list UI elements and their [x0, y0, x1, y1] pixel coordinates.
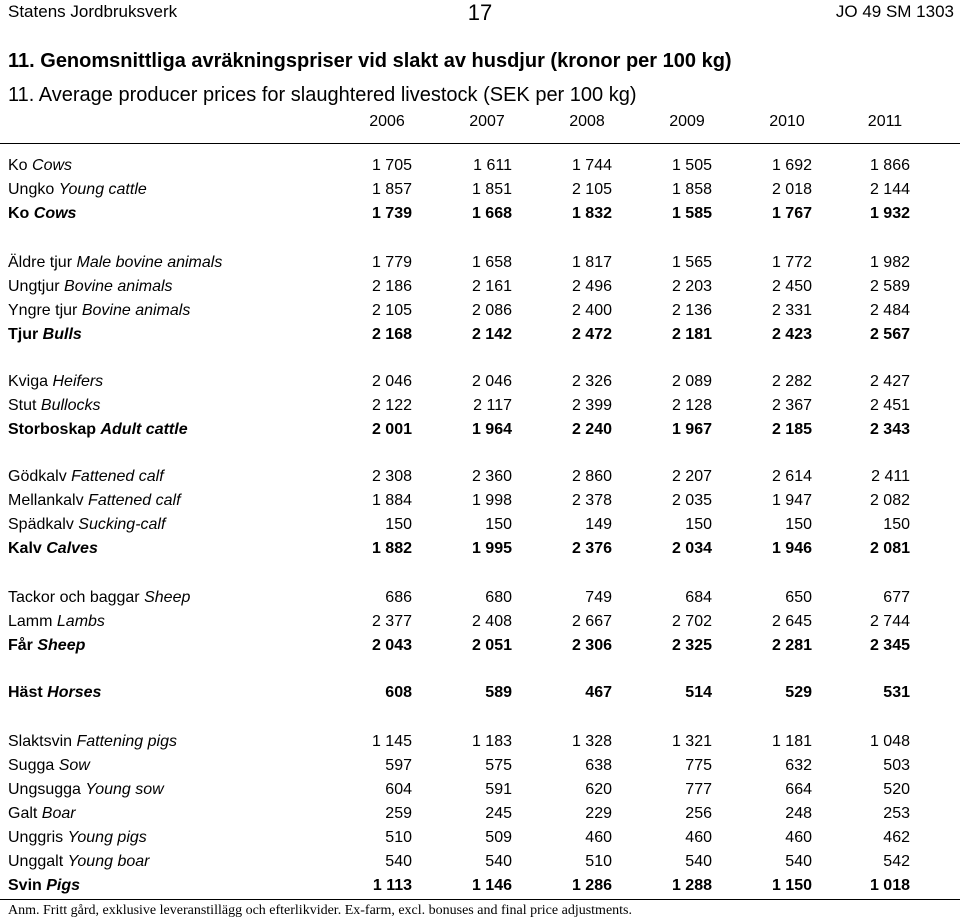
year-header: 2011 — [867, 113, 903, 130]
row-label — [8, 637, 85, 655]
table-cell: 2 089 — [671, 373, 712, 390]
row-label-english: Bovine animals — [64, 278, 173, 295]
table-cell: 2 325 — [671, 637, 712, 654]
row-label — [8, 373, 103, 391]
table-cell: 2 281 — [771, 637, 812, 654]
table-cell: 1 146 — [471, 877, 512, 894]
table-cell: 1 772 — [771, 254, 812, 271]
table-row — [0, 421, 960, 445]
table-row — [0, 805, 960, 829]
row-label — [8, 805, 76, 823]
table-cell: 1 998 — [471, 492, 512, 509]
table-cell: 2 567 — [869, 326, 910, 343]
row-label-swedish: Får — [8, 637, 33, 654]
table-cell: 1 858 — [671, 181, 712, 198]
table-cell: 620 — [585, 781, 612, 798]
row-label-english: Young sow — [85, 781, 164, 798]
table-cell: 777 — [685, 781, 712, 798]
table-cell: 2 411 — [871, 468, 910, 485]
row-label-english: Calves — [46, 540, 98, 557]
table-cell: 2 207 — [671, 468, 712, 485]
table-cell: 2 086 — [471, 302, 512, 319]
row-label-english: Sheep — [144, 589, 191, 606]
row-label-english: Cows — [32, 157, 73, 174]
row-label-swedish: Gödkalv — [8, 468, 67, 485]
year-header: 2008 — [569, 113, 605, 130]
row-label-swedish: Svin — [8, 877, 42, 894]
table-cell: 460 — [785, 829, 812, 846]
table-cell: 2 645 — [771, 613, 812, 630]
table-cell: 575 — [485, 757, 512, 774]
table-cell: 2 399 — [571, 397, 612, 414]
table-cell: 1 946 — [771, 540, 812, 557]
table-cell: 2 144 — [869, 181, 910, 198]
table-cell: 1 857 — [371, 181, 412, 198]
table-cell: 2 051 — [471, 637, 512, 654]
report-id: JO 49 SM 1303 — [835, 2, 954, 21]
footnote: Anm. Fritt gård, exklusive leveranstillägg och efterlikvider. Ex-farm, excl. bonuses and final price adjustments. — [8, 903, 632, 918]
table-cell: 2 142 — [471, 326, 512, 343]
row-label-english: Fattened calf — [88, 492, 181, 509]
table-cell: 2 450 — [771, 278, 812, 295]
table-row — [0, 757, 960, 781]
table-cell: 2 001 — [371, 421, 412, 438]
table-cell: 514 — [685, 684, 712, 701]
table-cell: 510 — [585, 853, 612, 870]
table-cell: 638 — [585, 757, 612, 774]
table-cell: 1 150 — [771, 877, 812, 894]
row-label-english: Sucking-calf — [78, 516, 166, 533]
table-cell: 1 964 — [471, 421, 512, 438]
table-row — [0, 157, 960, 181]
table-cell: 604 — [385, 781, 412, 798]
row-label — [8, 326, 82, 344]
table-cell: 1 565 — [671, 254, 712, 271]
table-cell: 591 — [485, 781, 512, 798]
row-label-english: Fattened calf — [71, 468, 164, 485]
table-cell: 1 884 — [371, 492, 412, 509]
table-cell: 460 — [585, 829, 612, 846]
table-cell: 2 282 — [771, 373, 812, 390]
row-label — [8, 589, 190, 607]
year-header: 2010 — [769, 113, 805, 130]
row-label-swedish: Äldre tjur — [8, 254, 73, 271]
table-cell: 2 345 — [869, 637, 910, 654]
table-row — [0, 397, 960, 421]
table-cell: 2 367 — [771, 397, 812, 414]
table-row — [0, 540, 960, 564]
row-label-english: Sheep — [37, 637, 86, 654]
row-label-english: Bullocks — [40, 397, 101, 414]
table-cell: 460 — [685, 829, 712, 846]
table-cell: 1 779 — [371, 254, 412, 271]
row-label-swedish: Mellankalv — [8, 492, 84, 509]
table-cell: 2 472 — [571, 326, 612, 343]
row-label-swedish: Unggris — [8, 829, 64, 846]
row-label — [8, 540, 98, 558]
table-row — [0, 613, 960, 637]
table-cell: 2 240 — [571, 421, 612, 438]
table-cell: 2 331 — [771, 302, 812, 319]
table-cell: 775 — [685, 757, 712, 774]
table-title-english: 11. Average producer prices for slaughtered livestock (SEK per 100 kg) — [8, 84, 637, 106]
table-cell: 2 667 — [571, 613, 612, 630]
table-cell: 2 744 — [869, 613, 910, 630]
table-cell: 520 — [883, 781, 910, 798]
table-cell: 680 — [485, 589, 512, 606]
table-cell: 2 306 — [571, 637, 612, 654]
table-cell: 256 — [685, 805, 712, 822]
row-label-english: Male bovine animals — [76, 254, 223, 271]
table-cell: 540 — [785, 853, 812, 870]
table-cell: 245 — [485, 805, 512, 822]
table-row — [0, 684, 960, 708]
table-cell: 1 018 — [869, 877, 910, 894]
table-cell: 2 378 — [571, 492, 612, 509]
table-cell: 2 122 — [371, 397, 412, 414]
table-row — [0, 637, 960, 661]
row-label-english: Pigs — [46, 877, 81, 894]
table-cell: 462 — [883, 829, 910, 846]
table-cell: 259 — [385, 805, 412, 822]
table-cell: 2 046 — [371, 373, 412, 390]
year-header: 2006 — [369, 113, 405, 130]
year-header: 2007 — [469, 113, 505, 130]
row-label — [8, 254, 222, 272]
table-row — [0, 781, 960, 805]
table-cell: 510 — [385, 829, 412, 846]
row-label-swedish: Galt — [8, 805, 38, 822]
row-label-english: Bovine animals — [81, 302, 191, 319]
table-cell: 149 — [585, 516, 612, 533]
table-cell: 1 183 — [471, 733, 512, 750]
table-title-swedish: 11. Genomsnittliga avräkningspriser vid slakt av husdjur (kronor per 100 kg) — [8, 50, 732, 72]
table-cell: 2 128 — [671, 397, 712, 414]
row-label-english: Fattening pigs — [76, 733, 177, 750]
row-label — [8, 853, 149, 871]
row-label-swedish: Lamm — [8, 613, 53, 630]
table-cell: 2 168 — [371, 326, 412, 343]
table-cell: 1 744 — [571, 157, 612, 174]
table-cell: 1 817 — [571, 254, 612, 271]
row-label-swedish: Unggalt — [8, 853, 64, 870]
row-label-english: Young cattle — [58, 181, 147, 198]
row-label-swedish: Tackor och baggar — [8, 589, 140, 606]
table-cell: 467 — [585, 684, 612, 701]
table-row — [0, 254, 960, 278]
year-header: 2009 — [669, 113, 705, 130]
row-label-swedish: Tjur — [8, 326, 39, 343]
table-cell: 150 — [785, 516, 812, 533]
row-label-english: Heifers — [52, 373, 104, 390]
table-cell: 150 — [883, 516, 910, 533]
table-cell: 2 043 — [371, 637, 412, 654]
row-label — [8, 877, 80, 895]
table-cell: 1 286 — [571, 877, 612, 894]
table-cell: 1 882 — [371, 540, 412, 557]
row-label-swedish: Ko — [8, 205, 30, 222]
table-cell: 2 343 — [869, 421, 910, 438]
row-label — [8, 781, 164, 799]
table-cell: 1 967 — [671, 421, 712, 438]
row-label-swedish: Häst — [8, 684, 43, 701]
table-cell: 2 702 — [671, 613, 712, 630]
row-label — [8, 205, 76, 223]
table-cell: 1 505 — [671, 157, 712, 174]
row-label-swedish: Ungsugga — [8, 781, 81, 798]
row-label — [8, 421, 188, 439]
table-cell: 1 832 — [571, 205, 612, 222]
table-cell: 2 589 — [869, 278, 910, 295]
table-cell: 2 035 — [671, 492, 712, 509]
table-cell: 2 326 — [571, 373, 612, 390]
table-cell: 1 328 — [571, 733, 612, 750]
table-row — [0, 877, 960, 901]
row-label-english: Horses — [47, 684, 102, 701]
table-cell: 150 — [385, 516, 412, 533]
table-cell: 2 034 — [671, 540, 712, 557]
table-row — [0, 516, 960, 540]
row-label-swedish: Sugga — [8, 757, 55, 774]
table-cell: 686 — [385, 589, 412, 606]
row-label-english: Boar — [41, 805, 76, 822]
table-cell: 2 427 — [869, 373, 910, 390]
table-cell: 1 181 — [771, 733, 812, 750]
table-cell: 1 145 — [371, 733, 412, 750]
table-cell: 150 — [685, 516, 712, 533]
table-cell: 608 — [385, 684, 412, 701]
row-label-swedish: Slaktsvin — [8, 733, 73, 750]
table-cell: 1 866 — [869, 157, 910, 174]
table-cell: 2 018 — [771, 181, 812, 198]
table-row — [0, 589, 960, 613]
table-cell: 2 451 — [869, 397, 910, 414]
table-cell: 2 484 — [869, 302, 910, 319]
row-label-english: Bulls — [42, 326, 82, 343]
table-row — [0, 302, 960, 326]
table-cell: 1 288 — [671, 877, 712, 894]
row-label-swedish: Kalv — [8, 540, 42, 557]
row-label-english: Sow — [58, 757, 90, 774]
table-cell: 632 — [785, 757, 812, 774]
table-cell: 509 — [485, 829, 512, 846]
table-cell: 1 611 — [473, 157, 512, 174]
page-number: 17 — [467, 0, 493, 25]
table-cell: 2 117 — [473, 397, 512, 414]
table-cell: 664 — [785, 781, 812, 798]
table-cell: 2 614 — [771, 468, 812, 485]
row-label-english: Lambs — [56, 613, 105, 630]
table-cell: 1 048 — [869, 733, 910, 750]
table-row — [0, 468, 960, 492]
table-cell: 1 995 — [471, 540, 512, 557]
table-cell: 2 376 — [571, 540, 612, 557]
table-cell: 1 705 — [371, 157, 412, 174]
row-label — [8, 302, 190, 320]
table-row — [0, 181, 960, 205]
table-cell: 2 308 — [371, 468, 412, 485]
table-cell: 1 767 — [771, 205, 812, 222]
table-row — [0, 205, 960, 229]
table-cell: 2 377 — [371, 613, 412, 630]
row-label — [8, 613, 105, 631]
table-cell: 1 321 — [671, 733, 712, 750]
table-cell: 1 932 — [869, 205, 910, 222]
row-label-english: Young boar — [67, 853, 150, 870]
table-row — [0, 326, 960, 350]
row-label-swedish: Storboskap — [8, 421, 97, 438]
row-label — [8, 468, 164, 486]
row-label — [8, 757, 90, 775]
table-cell: 589 — [485, 684, 512, 701]
table-cell: 1 851 — [471, 181, 512, 198]
table-cell: 2 136 — [671, 302, 712, 319]
table-cell: 1 739 — [371, 205, 412, 222]
table-cell: 540 — [385, 853, 412, 870]
table-cell: 2 161 — [471, 278, 512, 295]
table-cell: 1 692 — [771, 157, 812, 174]
table-row — [0, 278, 960, 302]
table-cell: 248 — [785, 805, 812, 822]
table-cell: 677 — [883, 589, 910, 606]
table-cell: 229 — [585, 805, 612, 822]
table-cell: 542 — [883, 853, 910, 870]
footer-divider — [0, 899, 960, 900]
table-row — [0, 373, 960, 397]
table-row — [0, 733, 960, 757]
table-cell: 2 496 — [571, 278, 612, 295]
table-cell: 150 — [485, 516, 512, 533]
table-cell: 540 — [485, 853, 512, 870]
year-header-row — [0, 113, 960, 141]
table-row — [0, 829, 960, 853]
table-cell: 2 423 — [771, 326, 812, 343]
table-cell: 684 — [685, 589, 712, 606]
table-cell: 2 186 — [371, 278, 412, 295]
table-cell: 1 113 — [372, 877, 412, 894]
table-cell: 2 860 — [571, 468, 612, 485]
row-label-swedish: Kviga — [8, 373, 49, 390]
table-cell: 2 082 — [869, 492, 910, 509]
table-cell: 2 185 — [771, 421, 812, 438]
row-label — [8, 157, 72, 175]
table-cell: 1 668 — [471, 205, 512, 222]
row-label — [8, 684, 101, 702]
row-label-english: Young pigs — [67, 829, 147, 846]
row-label — [8, 516, 165, 534]
row-label — [8, 733, 177, 751]
header-divider — [0, 143, 960, 144]
table-cell: 2 203 — [671, 278, 712, 295]
table-cell: 2 046 — [471, 373, 512, 390]
row-label-swedish: Ungtjur — [8, 278, 60, 295]
row-label — [8, 181, 147, 199]
row-label-swedish: Ungko — [8, 181, 55, 198]
row-label-english: Adult cattle — [100, 421, 188, 438]
publisher-name: Statens Jordbruksverk — [8, 2, 178, 21]
table-cell: 529 — [785, 684, 812, 701]
table-cell: 1 947 — [771, 492, 812, 509]
table-cell: 503 — [883, 757, 910, 774]
row-label-swedish: Spädkalv — [8, 516, 74, 533]
table-cell: 253 — [883, 805, 910, 822]
table-cell: 2 081 — [869, 540, 910, 557]
table-cell: 1 982 — [869, 254, 910, 271]
table-row — [0, 492, 960, 516]
table-cell: 2 181 — [671, 326, 712, 343]
table-cell: 2 105 — [571, 181, 612, 198]
table-row — [0, 853, 960, 877]
row-label — [8, 492, 181, 510]
table-cell: 1 658 — [471, 254, 512, 271]
table-cell: 749 — [585, 589, 612, 606]
table-cell: 2 408 — [471, 613, 512, 630]
table-cell: 531 — [883, 684, 910, 701]
table-cell: 2 400 — [571, 302, 612, 319]
row-label-swedish: Stut — [8, 397, 37, 414]
row-label-english: Cows — [33, 205, 77, 222]
row-label — [8, 397, 101, 415]
table-cell: 650 — [785, 589, 812, 606]
table-cell: 540 — [685, 853, 712, 870]
table-cell: 597 — [385, 757, 412, 774]
table-cell: 2 105 — [371, 302, 412, 319]
row-label-swedish: Ko — [8, 157, 28, 174]
table-cell: 2 360 — [471, 468, 512, 485]
row-label — [8, 278, 173, 296]
row-label-swedish: Yngre tjur — [8, 302, 78, 319]
row-label — [8, 829, 147, 847]
table-cell: 1 585 — [671, 205, 712, 222]
